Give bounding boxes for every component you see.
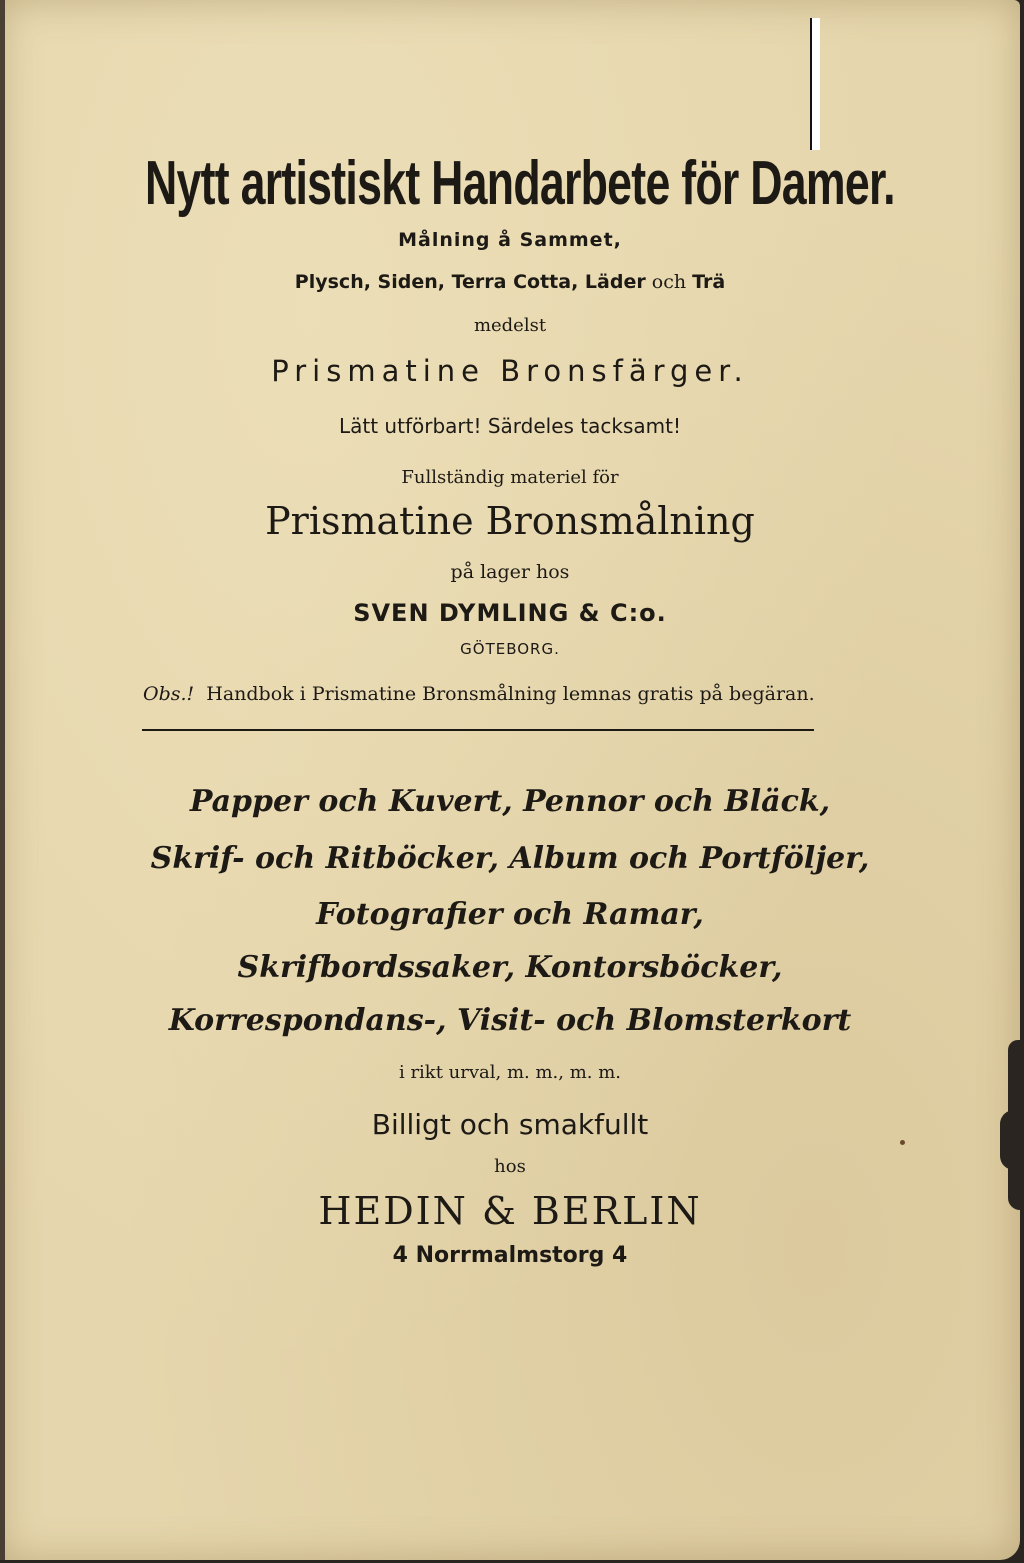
goods-line-3: Fotografier och Ramar, (316, 897, 704, 932)
subtitle-velvet: Målning å Sammet, (398, 229, 622, 251)
firm-address: 4 Norrmalmstorg 4 (392, 1243, 628, 1268)
obs-note (143, 683, 815, 705)
cheap-text: Billigt och smakfullt (371, 1108, 649, 1141)
materials-wood: Trä (692, 271, 726, 293)
goods-line-4: Skrifbordssaker, Kontorsböcker, (237, 950, 783, 985)
divider-rule (142, 729, 814, 731)
firm-name: HEDIN & BERLIN (318, 1189, 702, 1233)
dealer-city: GÖTEBORG. (460, 640, 560, 658)
goods-line-5: Korrespondans-, Visit- och Blomsterkort (168, 1003, 852, 1038)
easy-text: Lätt utförbart! Särdeles tacksamt! (338, 414, 681, 438)
dealer-name: SVEN DYMLING & C:o. (353, 599, 667, 627)
hos-text: hos (494, 1156, 526, 1177)
medelst-text: medelst (473, 315, 547, 336)
selection-text: i rikt urval, m. m., m. m. (398, 1062, 622, 1083)
goods-line-2: Skrif- och Ritböcker, Album och Portföljer, (150, 841, 870, 876)
goods-line-1: Papper och Kuvert, Pennor och Bläck, (189, 784, 831, 819)
headline: Nytt artistiskt Handarbete för Damer. (145, 149, 895, 218)
material-text: Fullständig materiel för (401, 467, 619, 488)
prismatine-colors: Prismatine Bronsfärger. (271, 354, 749, 388)
bronze-painting: Prismatine Bronsmålning (265, 499, 755, 543)
obs-label: Obs.! (143, 683, 195, 705)
materials-list: Plysch, Siden, Terra Cotta, Läder (294, 271, 646, 293)
materials-line (0, 271, 1020, 293)
materials-and: och (651, 271, 687, 293)
obs-text: Handbok i Prismatine Bronsmålning lemnas gratis på begäran. (206, 683, 815, 705)
on-stock-text: på lager hos (450, 561, 570, 583)
scan-marker (810, 18, 820, 150)
